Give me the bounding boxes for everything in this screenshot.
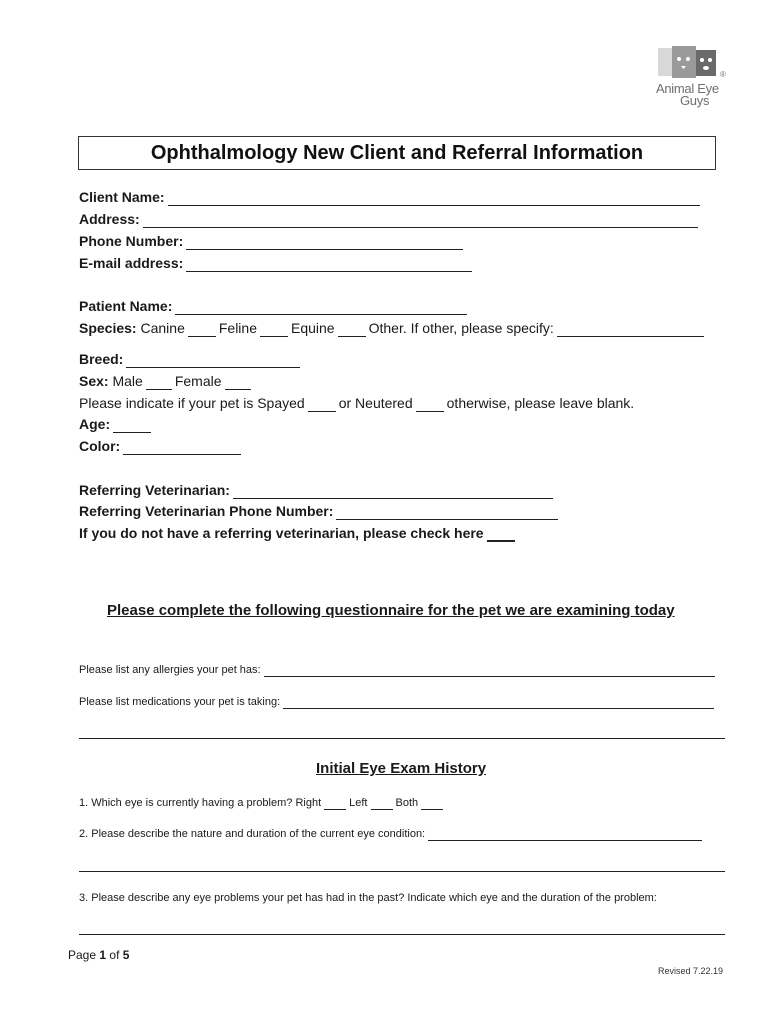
spay-suffix-text: otherwise, please leave blank. (446, 395, 635, 411)
logo-line-1: Animal Eye (656, 81, 719, 96)
medications-extra-line[interactable] (79, 738, 725, 739)
page-current: 1 (99, 948, 107, 962)
spayed-field[interactable] (308, 397, 336, 412)
eye-history-heading: Initial Eye Exam History (316, 760, 487, 777)
referring-vet-label: Referring Veterinarian: (79, 482, 230, 498)
page-word: Page (68, 948, 97, 962)
species-option-equine: Equine (291, 320, 335, 336)
color-field[interactable] (123, 440, 241, 455)
color-row (79, 437, 244, 455)
q2-field[interactable] (428, 829, 702, 841)
q1-both-field[interactable] (421, 798, 443, 810)
q1-row (79, 796, 446, 810)
medications-row (79, 695, 717, 709)
age-row (79, 415, 154, 433)
patient-name-field[interactable] (175, 300, 467, 315)
page-total: 5 (122, 948, 130, 962)
species-label: Species: (79, 320, 137, 336)
revision-date: Revised 7.22.19 (658, 966, 724, 976)
referring-vet-phone-label: Referring Veterinarian Phone Number: (79, 503, 334, 519)
cat-dog-logo-icon (658, 46, 718, 80)
species-equine-field[interactable] (338, 322, 366, 337)
breed-row (79, 350, 303, 368)
sex-option-male: Male (112, 373, 143, 389)
questionnaire-heading: Please complete the following questionnaire for the pet we are examining today (107, 602, 675, 619)
q3-answer-line[interactable] (79, 934, 725, 935)
patient-name-row (79, 297, 470, 315)
no-vet-checkbox[interactable] (487, 526, 515, 542)
species-other-field[interactable] (557, 322, 704, 337)
species-option-canine: Canine (140, 320, 185, 336)
page-title (78, 136, 716, 170)
email-row (79, 254, 475, 272)
spay-neuter-row (79, 394, 634, 412)
email-field[interactable] (186, 257, 472, 272)
client-name-row (79, 188, 703, 206)
spay-or-text: or Neutered (338, 395, 413, 411)
age-field[interactable] (113, 418, 151, 433)
allergies-row (79, 663, 718, 677)
q3-row (79, 891, 657, 905)
page-title-text: Ophthalmology New Client and Referral Information (150, 141, 644, 164)
sex-male-field[interactable] (146, 375, 172, 390)
age-label: Age: (79, 416, 111, 432)
sex-label: Sex: (79, 373, 109, 389)
referring-vet-row (79, 481, 556, 499)
q1-label: 1. Which eye is currently having a problem? (79, 797, 293, 809)
no-vet-label: If you do not have a referring veterinarian, please check here (79, 525, 484, 541)
species-option-other: Other. If other, please specify: (368, 320, 554, 336)
q3-label: 3. Please describe any eye problems your pet has had in the past? Indicate which eye and the duration of the problem: (79, 892, 657, 904)
address-field[interactable] (143, 213, 698, 228)
phone-row (79, 232, 466, 250)
no-vet-row (79, 524, 518, 542)
logo-registered-mark: ® (720, 70, 726, 79)
species-row (79, 319, 707, 337)
animal-eye-guys-logo (650, 46, 730, 108)
sex-row (79, 372, 254, 390)
address-row (79, 210, 701, 228)
sex-option-female: Female (174, 373, 222, 389)
breed-label: Breed: (79, 351, 124, 367)
q2-label: 2. Please describe the nature and duration of the current eye condition: (79, 828, 426, 840)
allergies-label: Please list any allergies your pet has: (79, 664, 261, 676)
q2-row (79, 827, 705, 841)
q1-left-field[interactable] (371, 798, 393, 810)
neutered-field[interactable] (416, 397, 444, 412)
client-name-label: Client Name: (79, 189, 165, 205)
phone-field[interactable] (186, 235, 463, 250)
patient-name-label: Patient Name: (79, 298, 173, 314)
address-label: Address: (79, 211, 140, 227)
q1-right-field[interactable] (324, 798, 346, 810)
species-feline-field[interactable] (260, 322, 288, 337)
logo-line-2: Guys (680, 93, 710, 108)
allergies-field[interactable] (264, 665, 715, 677)
sex-female-field[interactable] (225, 375, 251, 390)
email-label: E-mail address: (79, 255, 184, 271)
referring-vet-field[interactable] (233, 484, 553, 499)
client-name-field[interactable] (168, 191, 700, 206)
referring-vet-phone-field[interactable] (336, 505, 558, 520)
spay-prefix-text: Please indicate if your pet is Spayed (79, 395, 305, 411)
of-word: of (109, 948, 120, 962)
medications-field[interactable] (283, 697, 714, 709)
q2-extra-line[interactable] (79, 871, 725, 872)
color-label: Color: (79, 438, 121, 454)
q1-option-both: Both (395, 797, 419, 809)
referring-vet-phone-row (79, 502, 561, 520)
q1-option-right: Right (295, 797, 322, 809)
medications-label: Please list medications your pet is taking: (79, 696, 281, 708)
q1-option-left: Left (349, 797, 368, 809)
species-option-feline: Feline (218, 320, 257, 336)
page-number (68, 948, 129, 962)
species-canine-field[interactable] (188, 322, 216, 337)
breed-field[interactable] (126, 353, 300, 368)
phone-label: Phone Number: (79, 233, 184, 249)
